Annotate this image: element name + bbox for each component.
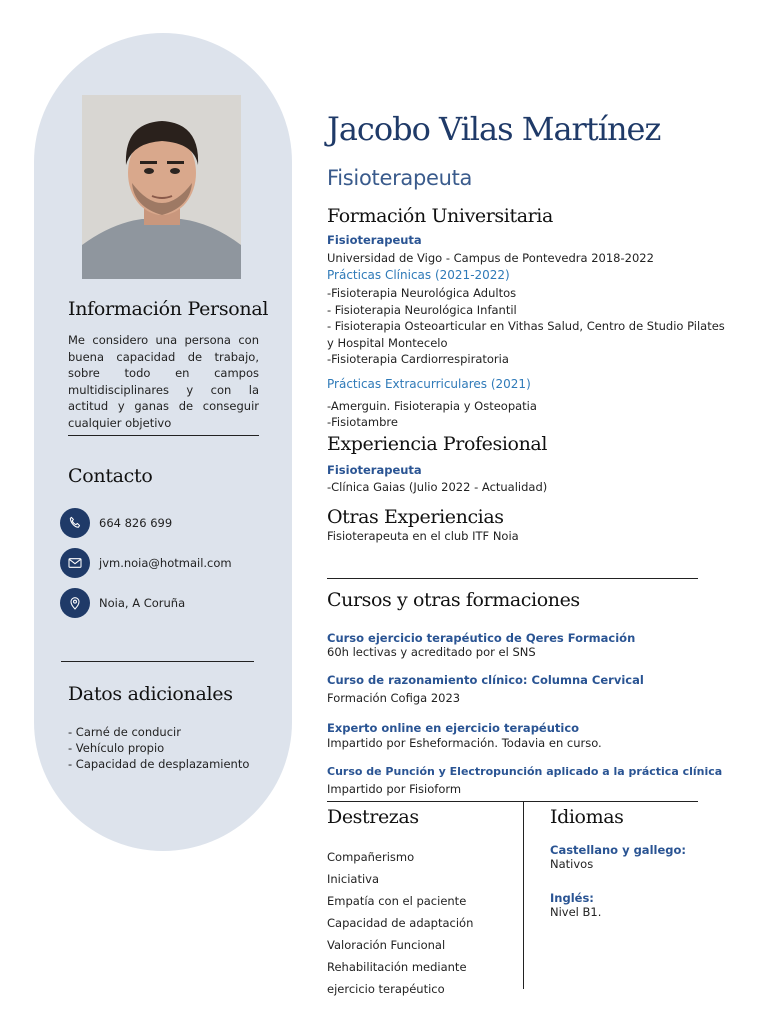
list-item: - Fisioterapia Osteoarticular en Vithas Salud, Centro de Studio Pilates bbox=[327, 319, 725, 333]
clinical-practice-list bbox=[327, 285, 725, 368]
list-item: - Fisioterapia Neurológica Infantil bbox=[327, 302, 517, 317]
divider bbox=[68, 435, 259, 436]
experience-line: -Clínica Gaias (Julio 2022 - Actualidad) bbox=[327, 480, 548, 494]
course-detail: 60h lectivas y acreditado por el SNS bbox=[327, 645, 536, 659]
course-title: Curso de Punción y Electropunción aplicado a la práctica clínica bbox=[327, 765, 723, 778]
list-item: Compañerismo bbox=[327, 850, 415, 864]
additional-data-heading: Datos adicionales bbox=[68, 683, 233, 705]
skills-heading: Destrezas bbox=[327, 806, 419, 828]
location-pin-icon bbox=[60, 588, 90, 618]
list-item: Rehabilitación mediante bbox=[327, 960, 467, 974]
experience-role: Fisioterapeuta bbox=[327, 463, 422, 477]
language-level: Nativos bbox=[550, 857, 594, 871]
language-level: Nivel B1. bbox=[550, 905, 602, 919]
course-detail: Impartido por Esheformación. Todavia en curso. bbox=[327, 736, 602, 750]
language-name: Castellano y gallego: bbox=[550, 843, 686, 857]
list-item: -Fisioterapia Neurológica Adultos bbox=[327, 286, 517, 300]
course-detail: Impartido por Fisioform bbox=[327, 782, 462, 796]
list-item: Iniciativa bbox=[327, 872, 379, 886]
column-divider bbox=[523, 801, 524, 989]
extracurricular-title: Prácticas Extracurriculares (2021) bbox=[327, 377, 531, 391]
list-item: ejercicio terapéutico bbox=[327, 982, 445, 996]
courses-heading: Cursos y otras formaciones bbox=[327, 589, 580, 611]
profile-photo bbox=[82, 95, 241, 279]
personal-info-heading: Información Personal bbox=[68, 298, 269, 320]
other-experience-line: Fisioterapeuta en el club ITF Noia bbox=[327, 529, 519, 543]
education-heading: Formación Universitaria bbox=[327, 205, 553, 227]
experience-heading: Experiencia Profesional bbox=[327, 433, 548, 455]
course-title: Experto online en ejercicio terapéutico bbox=[327, 721, 580, 735]
list-item: - Capacidad de desplazamiento bbox=[68, 757, 250, 771]
phone-icon bbox=[60, 508, 90, 538]
other-experience-heading: Otras Experiencias bbox=[327, 506, 504, 528]
personal-summary: Me considero una persona con buena capacidad de trabajo, sobre todo en campos multidisciplinares y con la actitud y ganas de conseguir cualquier objetivo bbox=[68, 333, 259, 430]
location-text: Noia, A Coruña bbox=[99, 596, 186, 610]
list-item: -Fisiotambre bbox=[327, 415, 398, 429]
divider bbox=[327, 801, 698, 802]
list-item: Capacidad de adaptación bbox=[327, 916, 474, 930]
candidate-name: Jacobo Vilas Martínez bbox=[327, 110, 661, 148]
skills-list bbox=[327, 846, 473, 1000]
school-line: Universidad de Vigo - Campus de Pontevedra 2018-2022 bbox=[327, 251, 654, 265]
contact-location[interactable] bbox=[60, 588, 185, 618]
list-item: Valoración Funcional bbox=[327, 938, 446, 952]
contact-phone[interactable] bbox=[60, 508, 172, 538]
contact-email[interactable] bbox=[60, 548, 232, 578]
extracurricular-list bbox=[327, 398, 537, 430]
course-title: Curso ejercicio terapéutico de Qeres Formación bbox=[327, 631, 636, 645]
divider bbox=[61, 661, 254, 662]
languages-heading: Idiomas bbox=[550, 806, 624, 828]
additional-data-list bbox=[68, 724, 249, 772]
phone-number: 664 826 699 bbox=[99, 516, 173, 530]
list-item: Empatía con el paciente bbox=[327, 894, 467, 908]
course-title: Curso de razonamiento clínico: Columna Cervical bbox=[327, 673, 644, 687]
list-item: - Carné de conducir bbox=[68, 725, 181, 739]
list-item: -Amerguin. Fisioterapia y Osteopatia bbox=[327, 399, 537, 413]
language-name: Inglés: bbox=[550, 891, 594, 905]
clinical-practice-title: Prácticas Clínicas (2021-2022) bbox=[327, 268, 510, 282]
list-item: - Vehículo propio bbox=[68, 741, 165, 755]
list-item: -Fisioterapia Cardiorrespiratoria bbox=[327, 352, 509, 366]
contact-heading: Contacto bbox=[68, 465, 153, 487]
candidate-role: Fisioterapeuta bbox=[327, 166, 473, 190]
course-detail: Formación Cofiga 2023 bbox=[327, 691, 461, 705]
degree-title: Fisioterapeuta bbox=[327, 233, 422, 247]
list-item: y Hospital Montecelo bbox=[327, 335, 448, 350]
email-address: jvm.noia@hotmail.com bbox=[99, 556, 232, 570]
divider bbox=[327, 578, 698, 579]
mail-icon bbox=[60, 548, 90, 578]
